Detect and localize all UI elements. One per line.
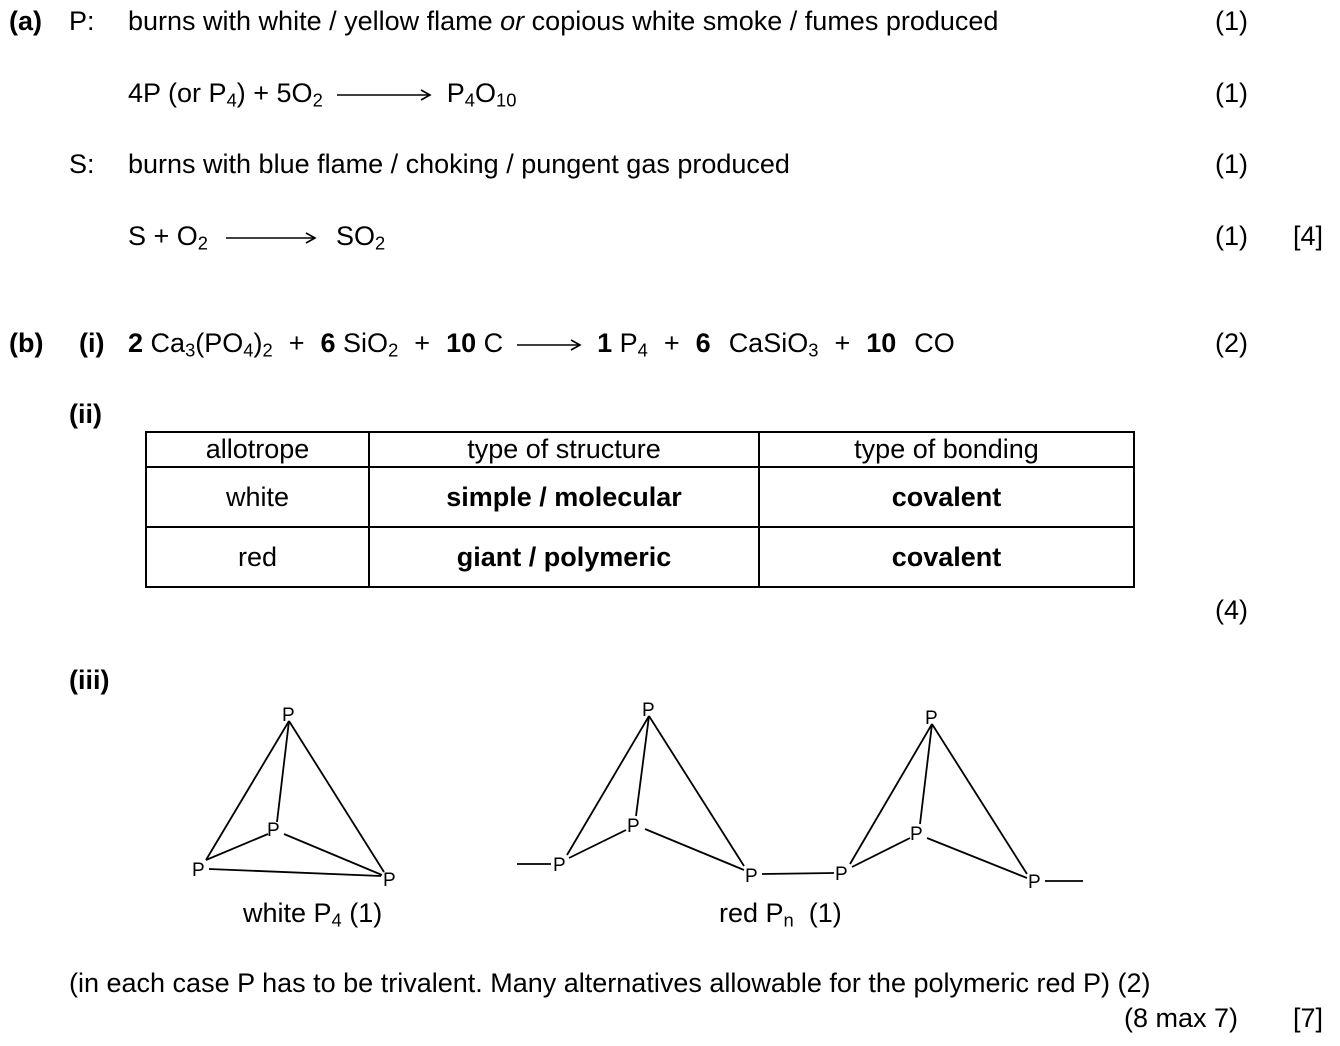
part-a-label: (a) xyxy=(9,6,42,36)
table-header: type of structure xyxy=(369,432,759,467)
atom-p: P xyxy=(267,820,280,841)
s-equation-mark: (1) xyxy=(1215,221,1248,251)
part-a-total: [4] xyxy=(1293,221,1324,251)
p-equation-mark: (1) xyxy=(1215,78,1248,108)
s-label: S: xyxy=(69,149,95,179)
b-i-mark: (2) xyxy=(1215,328,1248,358)
atom-p: P xyxy=(1028,872,1041,893)
atom-p: P xyxy=(192,860,205,881)
white-p4-caption: white $P_4$ (1) xyxy=(243,898,383,931)
atom-p: P xyxy=(910,824,923,845)
atom-p: P xyxy=(745,866,758,887)
red-pn-caption: red $P_n$ (1) xyxy=(719,898,842,931)
table-cell: simple / molecular xyxy=(369,467,759,527)
p-equation: 4P (or $P_4) + 5O_2$ $P_4O_{10}$ xyxy=(128,78,517,111)
atom-p: P xyxy=(282,705,295,726)
s-observation: burns with blue flame / choking / pungent gas produced xyxy=(128,149,790,179)
part-b-label: (b) xyxy=(9,328,44,358)
max-mark-note: (8 max 7) xyxy=(1124,1003,1239,1033)
table-cell: covalent xyxy=(759,527,1134,587)
balanced-equation: 2 $Ca_3(PO_4)_2 + 6$ SiO$_2$ + 10 C 1 $P_4 + 6$ CaSiO$_3$ + 10 CO xyxy=(128,328,955,361)
table-cell: red xyxy=(146,527,369,587)
table-header: allotrope xyxy=(146,432,369,467)
p-observation: burns with white / yellow flame or copious white smoke / fumes produced xyxy=(128,6,999,36)
part-b-total: [7] xyxy=(1293,1003,1324,1033)
atom-p: P xyxy=(383,870,396,891)
s-equation: $S + O_2$ $SO_2$ xyxy=(128,221,386,254)
b-ii-mark: (4) xyxy=(1215,595,1248,625)
b-ii-label: (ii) xyxy=(69,399,102,429)
b-iii-label: (iii) xyxy=(69,665,110,695)
p-observation-mark: (1) xyxy=(1215,6,1248,36)
table-header: type of bonding xyxy=(759,432,1134,467)
table-cell: white xyxy=(146,467,369,527)
p-label: P: xyxy=(69,6,95,36)
atom-p: P xyxy=(627,816,640,837)
atom-p: P xyxy=(553,855,566,876)
table-cell: giant / polymeric xyxy=(369,527,759,587)
s-observation-mark: (1) xyxy=(1215,149,1248,179)
table-cell: covalent xyxy=(759,467,1134,527)
atom-p: P xyxy=(835,864,848,885)
b-i-label: (i) xyxy=(79,328,105,358)
atom-p: P xyxy=(642,700,655,721)
atom-p: P xyxy=(925,708,938,729)
marking-note: (in each case P has to be trivalent. Many alternatives allowable for the polymeric red P) (2) xyxy=(69,968,1151,998)
